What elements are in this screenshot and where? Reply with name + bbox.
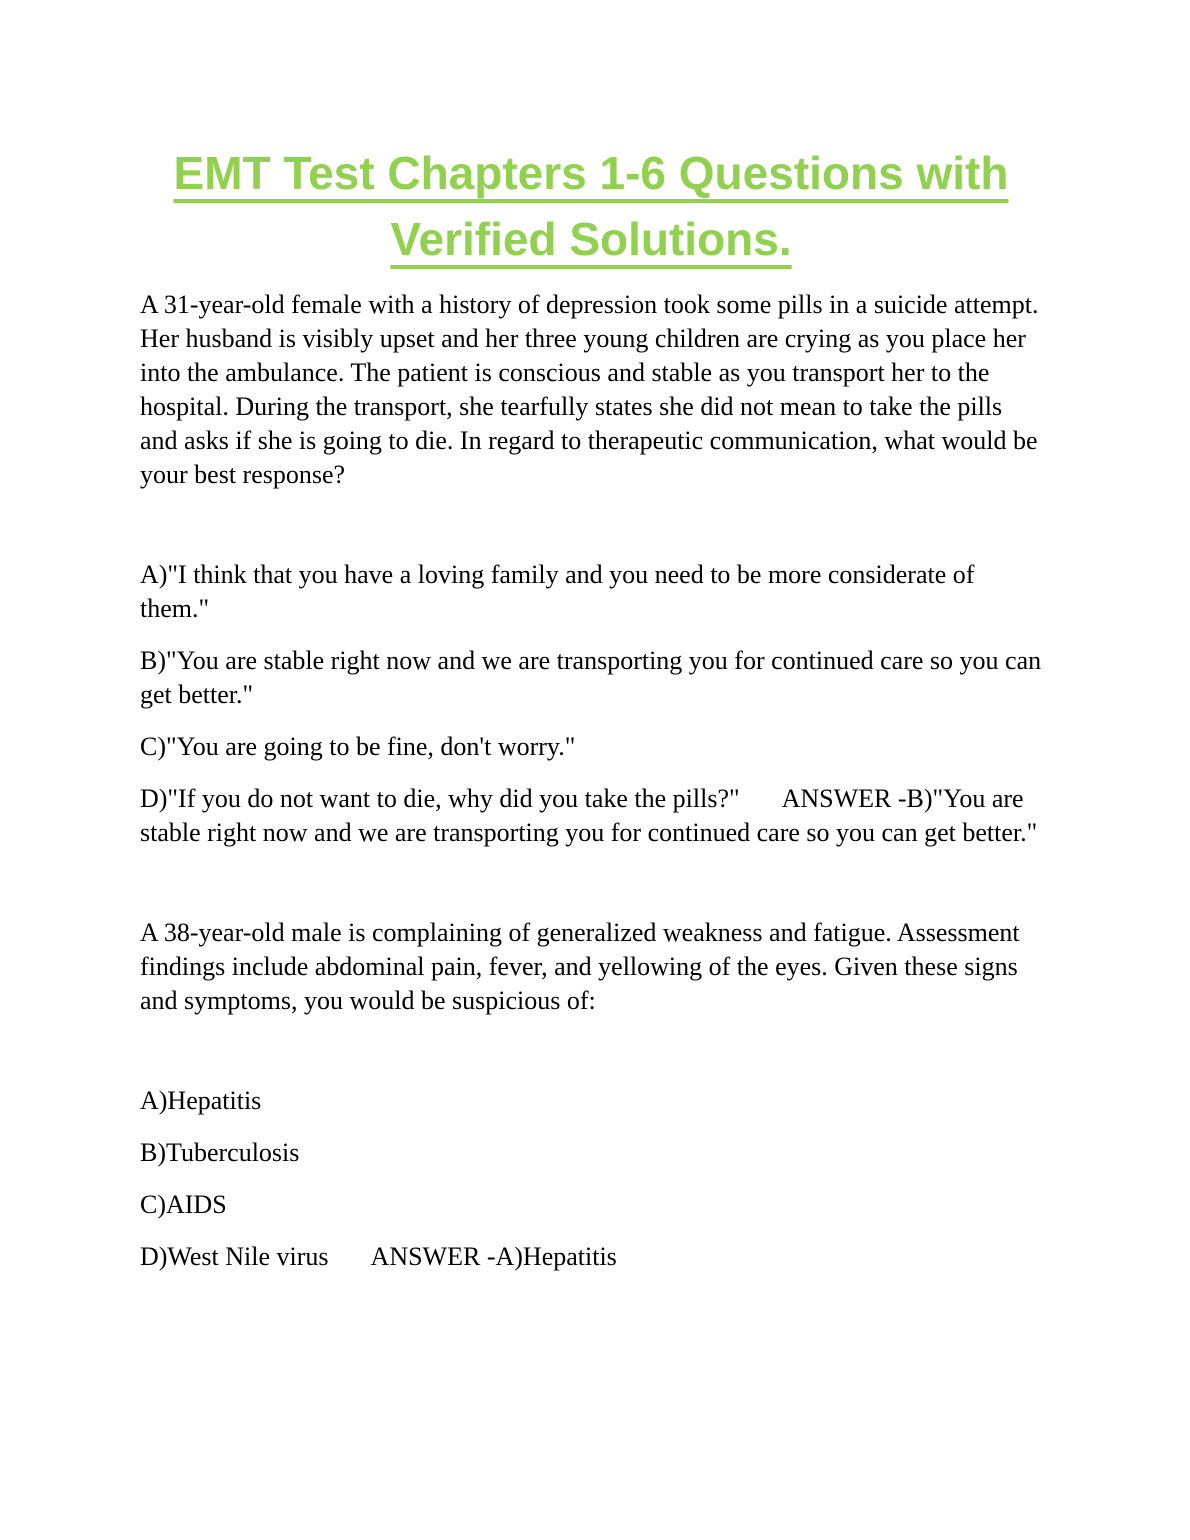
question-1-option-a: A)"I think that you have a loving family and you need to be more considerate of them." [140,560,975,623]
document-title-line1: EMT Test Chapters 1-6 Questions with [173,147,1009,199]
answer-tab-gap [740,806,782,807]
question-1-answer: ANSWER -B)"You are stable right now and we are transporting you for continued care so you can get better." [140,784,1038,847]
question-1-option-c: C)"You are going to be fine, don't worry." [140,732,576,761]
question-2-stem: A 38-year-old male is complaining of generalized weakness and fatigue. Assessment findings include abdominal pain, fever, and yellowing of the eyes. Given these signs and symptoms, you would be suspicious of: [140,918,1020,1015]
question-block-1 [140,288,1042,850]
answer-tab-gap [329,1264,371,1265]
question-2-option-c: C)AIDS [140,1190,227,1219]
question-1-option-b: B)"You are stable right now and we are transporting you for continued care so you can get better." [140,646,1042,709]
question-2-option-d-text: D)West Nile virus [140,1242,329,1271]
question-block-2 [140,916,1042,1274]
question-2-option-d [140,1240,1042,1274]
document-title-line2: Verified Solutions. [390,213,792,265]
question-2-answer: ANSWER -A)Hepatitis [370,1242,617,1271]
question-2-option-b: B)Tuberculosis [140,1138,300,1167]
question-1-option-d-text: D)"If you do not want to die, why did you take the pills?" [140,784,740,813]
question-2-option-a: A)Hepatitis [140,1086,262,1115]
question-1-stem: A 31-year-old female with a history of depression took some pills in a suicide attempt. Her husband is visibly upset and her three young children are crying as you place her into the ambulance. The patient is conscious and stable as you transport her to the hospital. During the transport, she tearfully states she did not mean to take the pills and asks if she is going to die. In regard to therapeutic communication, what would be your best response? [140,290,1039,489]
question-1-option-d [140,782,1042,850]
document-title [140,140,1042,272]
